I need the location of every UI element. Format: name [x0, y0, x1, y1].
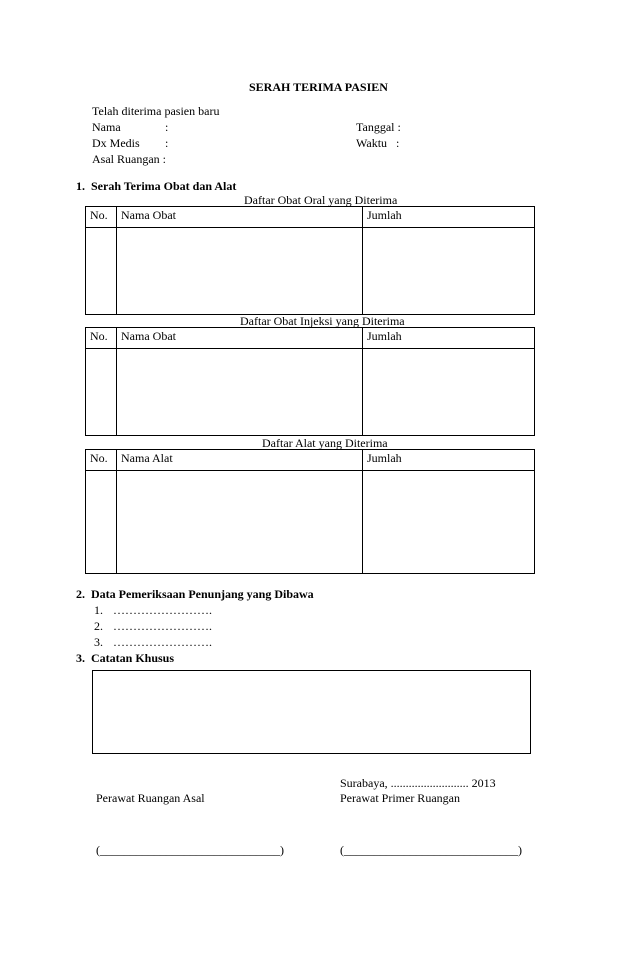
place-date: Surabaya, .......................... 2013: [340, 776, 496, 790]
table-alat-caption: Daftar Alat yang Diterima: [262, 436, 388, 450]
cell-name[interactable]: [117, 471, 363, 574]
left-signature-line: (______________________________): [96, 843, 284, 857]
catatan-khusus-box[interactable]: [92, 670, 531, 754]
col-nama-obat: Nama Obat: [117, 328, 363, 349]
col-jumlah: Jumlah: [363, 450, 535, 471]
list-number: 2.: [94, 619, 103, 633]
col-nama-alat: Nama Alat: [117, 450, 363, 471]
section-3-heading: 3. Catatan Khusus: [76, 651, 175, 665]
list-dots: …………………….: [113, 619, 212, 633]
list-number: 3.: [94, 635, 103, 649]
list-item: [94, 603, 212, 617]
dx-medis-label: Dx Medis: [92, 136, 140, 150]
col-jumlah: Jumlah: [363, 207, 535, 228]
cell-no[interactable]: [86, 471, 117, 574]
list-dots: …………………….: [113, 635, 212, 649]
col-no: No.: [86, 450, 117, 471]
col-no: No.: [86, 207, 117, 228]
left-role: Perawat Ruangan Asal: [96, 791, 205, 805]
waktu-label: Waktu :: [356, 136, 400, 150]
dx-medis-colon: :: [165, 136, 169, 150]
section-1-heading: 1. Serah Terima Obat dan Alat: [76, 179, 237, 193]
nama-colon: :: [165, 120, 169, 134]
list-item: [94, 619, 212, 633]
table-oral-caption: Daftar Obat Oral yang Diterima: [244, 193, 398, 207]
table-oral: [85, 206, 535, 315]
tanggal-label: Tanggal :: [356, 120, 401, 134]
cell-name[interactable]: [117, 349, 363, 436]
cell-no[interactable]: [86, 349, 117, 436]
table-injeksi: [85, 327, 535, 436]
right-signature-line: (_____________________________): [340, 843, 522, 857]
right-role: Perawat Primer Ruangan: [340, 791, 460, 805]
list-item: [94, 635, 212, 649]
intro-text: Telah diterima pasien baru: [92, 104, 220, 118]
col-jumlah: Jumlah: [363, 328, 535, 349]
list-number: 1.: [94, 603, 103, 617]
nama-label: Nama: [92, 120, 121, 134]
table-injeksi-caption: Daftar Obat Injeksi yang Diterima: [240, 314, 405, 328]
asal-ruangan-label: Asal Ruangan :: [92, 152, 166, 166]
section-2-heading: 2. Data Pemeriksaan Penunjang yang Dibawa: [76, 587, 314, 601]
col-nama-obat: Nama Obat: [117, 207, 363, 228]
cell-qty[interactable]: [363, 349, 535, 436]
cell-qty[interactable]: [363, 228, 535, 315]
col-no: No.: [86, 328, 117, 349]
cell-no[interactable]: [86, 228, 117, 315]
table-alat: [85, 449, 535, 574]
cell-name[interactable]: [117, 228, 363, 315]
list-dots: …………………….: [113, 603, 212, 617]
page-title: SERAH TERIMA PASIEN: [249, 80, 388, 94]
cell-qty[interactable]: [363, 471, 535, 574]
